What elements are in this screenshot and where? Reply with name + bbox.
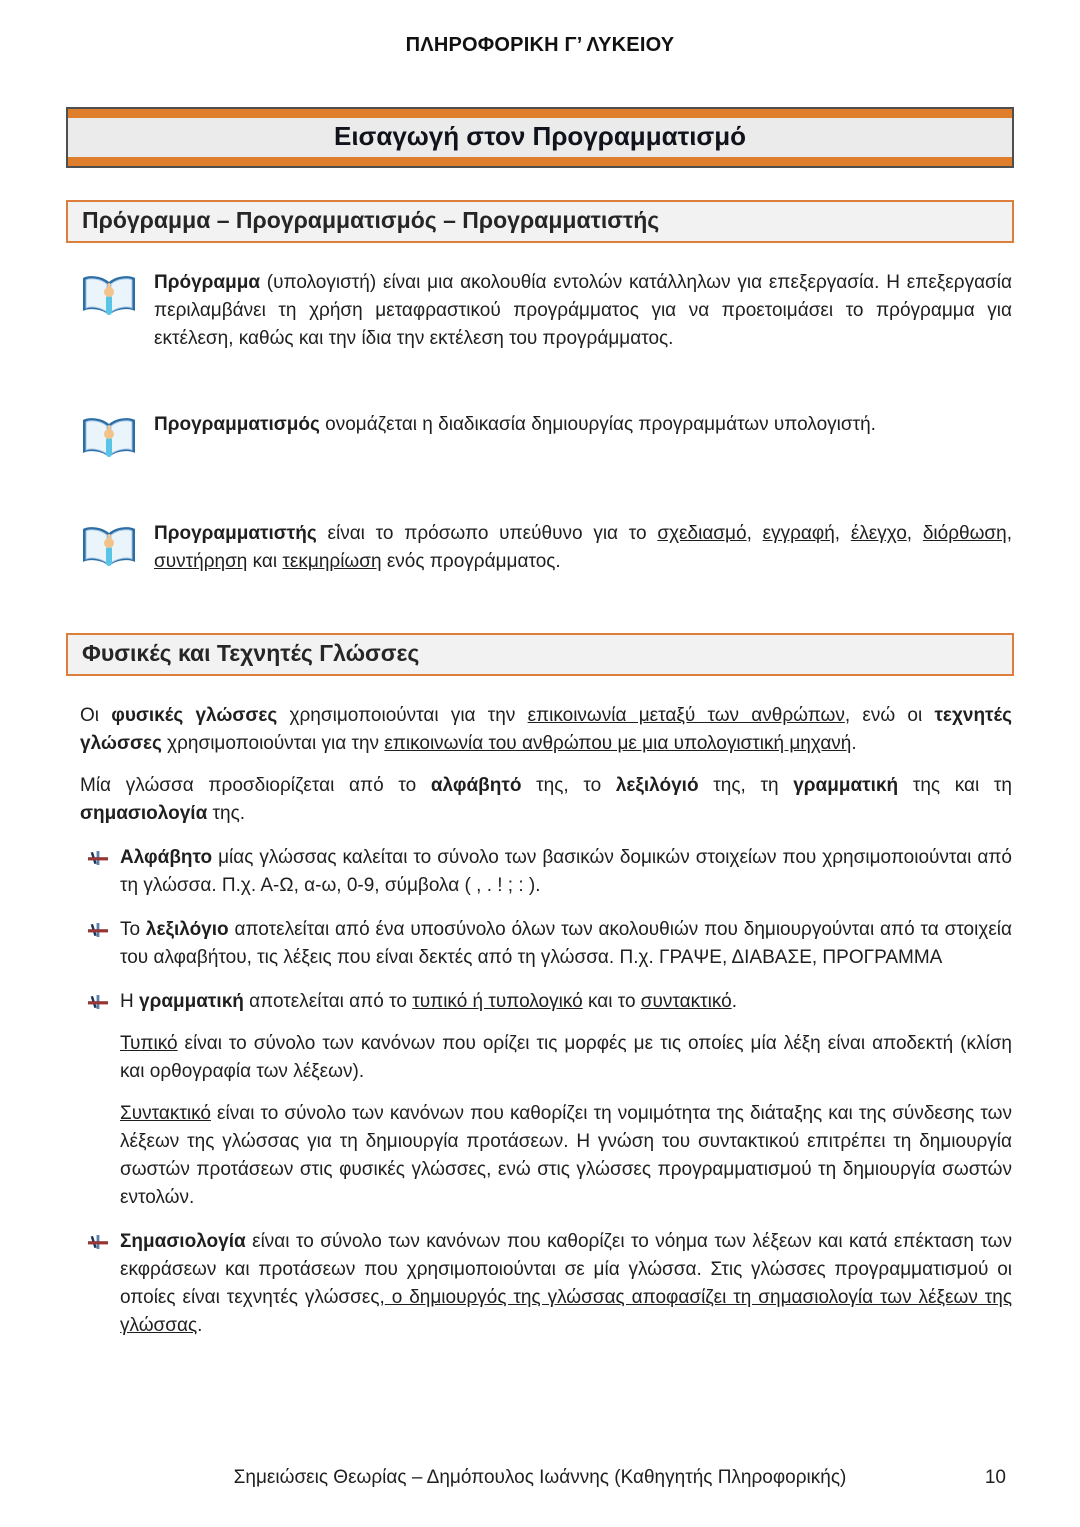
- bullet-text: Η γραμματική αποτελείται από το τυπικό ή τυπολογικό και το συντακτικό.: [120, 991, 737, 1012]
- footer-text: Σημειώσεις Θεωρίας – Δημόπουλος Ιωάννης (Καθηγητής Πληροφορικής): [233, 1467, 847, 1488]
- page-title: Εισαγωγή στον Προγραμματισμό: [333, 121, 747, 151]
- definition-text: Πρόγραμμα (υπολογιστή) είναι μια ακολουθία εντολών κατάλληλων για επεξεργασία. Η επεξεργασία περιλαμβάνει τη χρήση μεταφραστικού προγράμματος για να προετοιμάσει το πρόγραμμα για εκτέλεση, καθώς και την ίδια την εκτέλεση του προγράμματος.: [154, 272, 1012, 349]
- plus-bullet-icon: [88, 850, 110, 871]
- paragraph: Οι φυσικές γλώσσες χρησιμοποιούνται για την επικοινωνία μεταξύ των ανθρώπων, ενώ οι τεχνητές γλώσσες χρησιμοποιούνται για την επικοινωνία του ανθρώπου με μια υπολογιστική μηχανή.: [80, 705, 1012, 754]
- section-heading-languages: Φυσικές και Τεχνητές Γλώσσες: [66, 633, 1014, 676]
- open-book-icon: [80, 522, 138, 577]
- open-book-icon: [80, 271, 138, 326]
- plus-bullet-icon: [88, 1234, 110, 1255]
- list-item: [88, 1228, 1012, 1340]
- definition-item: [80, 520, 1012, 577]
- definition-text: Προγραμματισμός ονομάζεται η διαδικασία δημιουργίας προγραμμάτων υπολογιστή.: [154, 414, 876, 435]
- definition-item: [80, 269, 1012, 353]
- bullet-text: Σημασιολογία είναι το σύνολο των κανόνων που καθορίζει το νόημα των λέξεων και κατά επέκταση των εκφράσεων και προτάσεων που χρησιμοποιούνται σε μία γλώσσα. Στις γλώσσες προγραμματισμού οι οποίες είναι τεχνητές γλώσσες, ο δημιουργός της γλώσσας αποφασίζει τη σημασιολογία των λέξεων της γλώσσας.: [120, 1231, 1012, 1336]
- bullet-text: Αλφάβητο μίας γλώσσας καλείται το σύνολο των βασικών δομικών στοιχείων που χρησιμοποιούνται από τη γλώσσα. Π.χ. Α-Ω, α-ω, 0-9, σύμβολα ( , . ! ; : ).: [120, 847, 1012, 896]
- paragraph: Μία γλώσσα προσδιορίζεται από το αλφάβητό της, το λεξιλόγιό της, τη γραμματική της και τη σημασιολογία της.: [80, 775, 1012, 824]
- page-header: ΠΛΗΡΟΦΟΡΙΚΗ Γ’ ΛΥΚΕΙΟΥ: [405, 34, 675, 56]
- title-accent-bar-top: [68, 109, 1012, 118]
- list-item: [88, 916, 1012, 972]
- title-accent-bar-bottom: [68, 157, 1012, 166]
- bullet-text: Το λεξιλόγιο αποτελείται από ένα υποσύνολο όλων των ακολουθιών που δημιουργούνται από τα στοιχεία του αλφαβήτου, τις λέξεις που είναι δεκτές από τη γλώσσα. Π.χ. ΓΡΑΨΕ, ΔΙΑΒΑΣΕ, ΠΡΟΓΡΑΜΜΑ: [120, 919, 1012, 968]
- page-number: 10: [984, 1467, 1006, 1488]
- plus-bullet-icon: [88, 922, 110, 943]
- subparagraph: Συντακτικό είναι το σύνολο των κανόνων που καθορίζει τη νομιμότητα της διάταξης και της σύνδεσης των λέξεων της γλώσσας για τη δημιουργία προτάσεων. Η γνώση του συντακτικού επιτρέπει τη δημιουργία σωστών προτάσεων στις φυσικές γλώσσες, ενώ στις γλώσσες προγραμματισμού τη δημιουργία σωστών εντολών.: [120, 1103, 1012, 1208]
- list-item: [88, 844, 1012, 900]
- list-item: [88, 988, 1012, 1016]
- open-book-icon: [80, 413, 138, 468]
- section-heading-program: Πρόγραμμα – Προγραμματισμός – Προγραμματιστής: [66, 200, 1014, 243]
- plus-bullet-icon: [88, 994, 110, 1015]
- definition-text: Προγραμματιστής είναι το πρόσωπο υπεύθυνο για το σχεδιασμό, εγγραφή, έλεγχο, διόρθωση, συντήρηση και τεκμηρίωση ενός προγράμματος.: [154, 523, 1012, 572]
- main-title-box: [66, 107, 1014, 168]
- subparagraph: Τυπικό είναι το σύνολο των κανόνων που ορίζει τις μορφές με τις οποίες μία λέξη είναι αποδεκτή (κλίση και ορθογραφία των λέξεων).: [120, 1033, 1012, 1082]
- page-footer: [0, 1467, 1080, 1489]
- definition-item: [80, 411, 1012, 468]
